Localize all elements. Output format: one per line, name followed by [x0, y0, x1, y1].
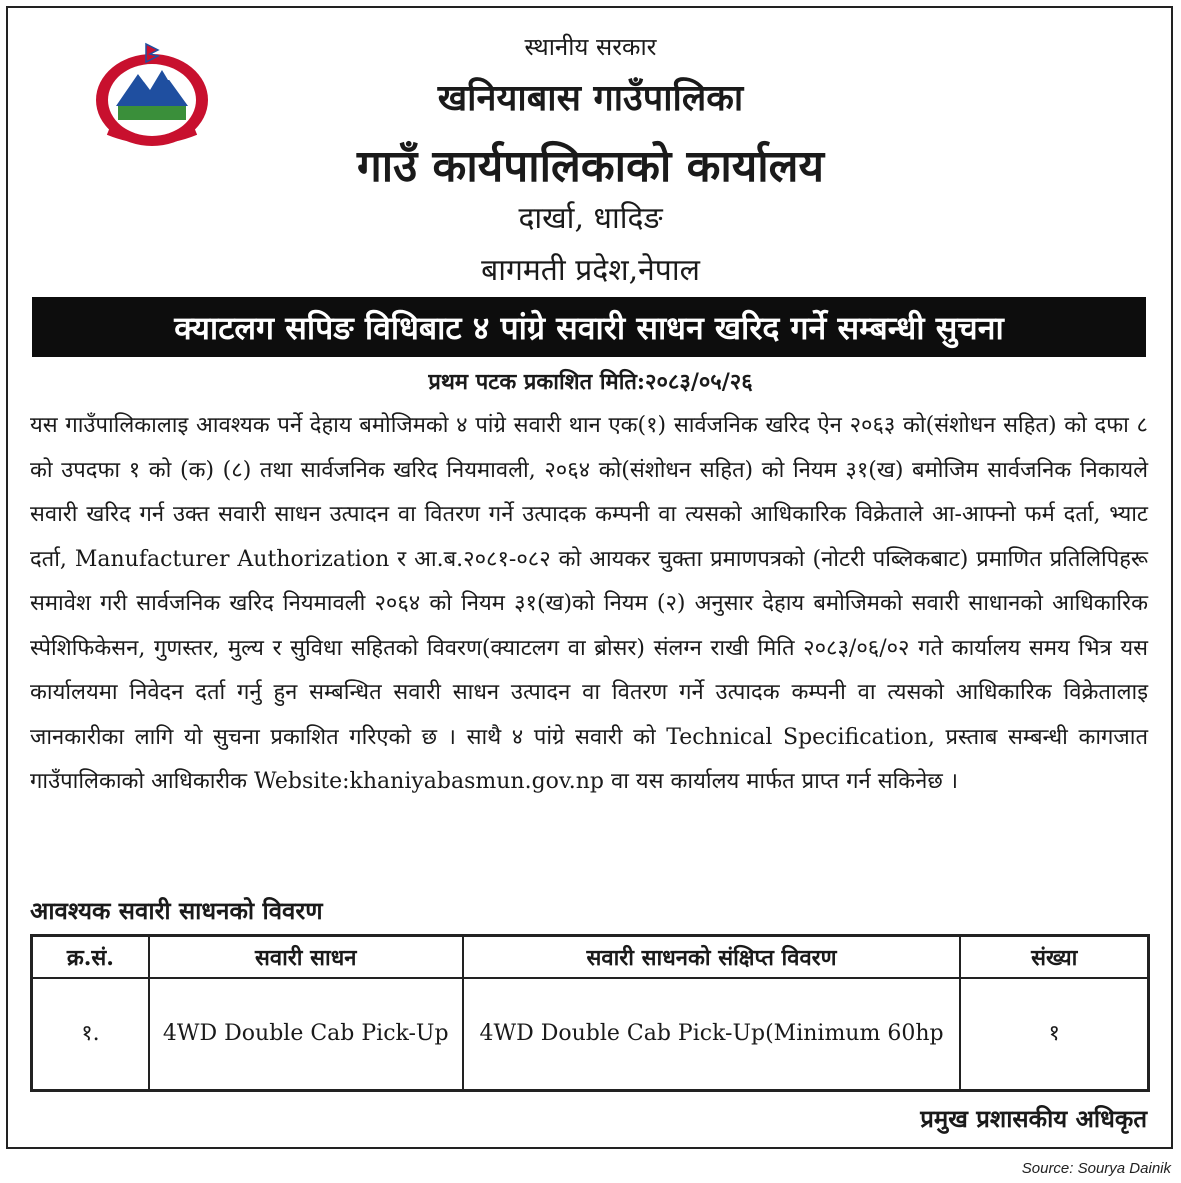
- header-quantity: संख्या: [960, 936, 1148, 979]
- local-government-label: स्थानीय सरकार: [524, 33, 657, 61]
- cell-vehicle: 4WD Double Cab Pick-Up: [149, 978, 463, 1091]
- municipality-name: खनियाबास गाउँपालिका: [437, 77, 744, 119]
- header-serial: क्र.सं.: [32, 936, 149, 979]
- signature-title: प्रमुख प्रशासकीय अधिकृत: [920, 1104, 1147, 1133]
- vehicle-table: [30, 934, 1150, 1092]
- table-row: [32, 978, 1149, 1091]
- province-label: बागमती प्रदेश,नेपाल: [481, 253, 700, 288]
- header-description: सवारी साधनको संक्षिप्त विवरण: [463, 936, 961, 979]
- header-vehicle: सवारी साधन: [149, 936, 463, 979]
- cell-description: 4WD Double Cab Pick-Up(Minimum 60hp: [463, 978, 961, 1091]
- cell-serial: १.: [32, 978, 149, 1091]
- office-address: दार्खा, धादिङ: [518, 201, 663, 236]
- cell-quantity: १: [960, 978, 1148, 1091]
- notice-title: क्याटलग सपिङ विधिबाट ४ पांग्रे सवारी साधन खरिद गर्ने सम्बन्धी सुचना: [32, 297, 1146, 357]
- table-header-row: [32, 936, 1149, 979]
- source-credit: Source: Sourya Dainik: [1021, 1160, 1171, 1177]
- published-date: प्रथम पटक प्रकाशित मिति:२०८३/०५/२६: [428, 369, 753, 395]
- office-name: गाउँ कार्यपालिकाको कार्यालय: [356, 141, 825, 192]
- table-section-title: आवश्यक सवारी साधनको विवरण: [30, 896, 323, 925]
- notice-body: यस गाउँपालिकालाइ आवश्यक पर्ने देहाय बमोजिमको ४ पांग्रे सवारी थान एक(१) सार्वजनिक खरिद ऐन २०६३ को(संशोधन सहित) को दफा ८ को उपदफा १ को (क) (८) तथा सार्वजनिक खरिद नियमावली, २०६४ को(संशोधन सहित) को नियम ३१(ख) बमोजिम सार्वजनिक निकायले सवारी खरिद गर्न उक्त सवारी साधन उत्पादन वा वितरण गर्ने उत्पादक कम्पनी वा त्यसको आधिकारिक विक्रेताले आ-आफ्नो फर्म दर्ता, भ्याट दर्ता, Manufacturer Authorization र आ.ब.२०८१-०८२ को आयकर चुक्ता प्रमाणपत्रको (नोटरी पब्लिकबाट) प्रमाणित प्रतिलिपिहरू समावेश गरी सार्वजनिक खरिद नियमावली २०६४ को नियम ३१(ख)को नियम (२) अनुसार देहाय बमोजिमको सवारी साधानको आधिकारिक स्पेशिफिकेसन, गुणस्तर, मुल्य र सुविधा सहितको विवरण(क्याटलग वा ब्रोसर) संलग्न राखी मिति २०८३/०६/०२ गते कार्यालय समय भित्र यस कार्यालयमा निवेदन दर्ता गर्नु हुन सम्बन्धित सवारी साधन उत्पादन वा वितरण गर्ने उत्पादक कम्पनी वा त्यसको आधिकारिक विक्रेतालाइ जानकारीका लागि यो सुचना प्रकाशित गरिएको छ । साथै ४ पांग्रे सवारी को Technical Specification, प्रस्ताब सम्बन्धी कागजात गाउँपालिकाको आधिकारीक Website:khaniyabasmun.gov.np वा यस कार्यालय मार्फत प्राप्त गर्न सकिनेछ ।: [30, 413, 1148, 794]
